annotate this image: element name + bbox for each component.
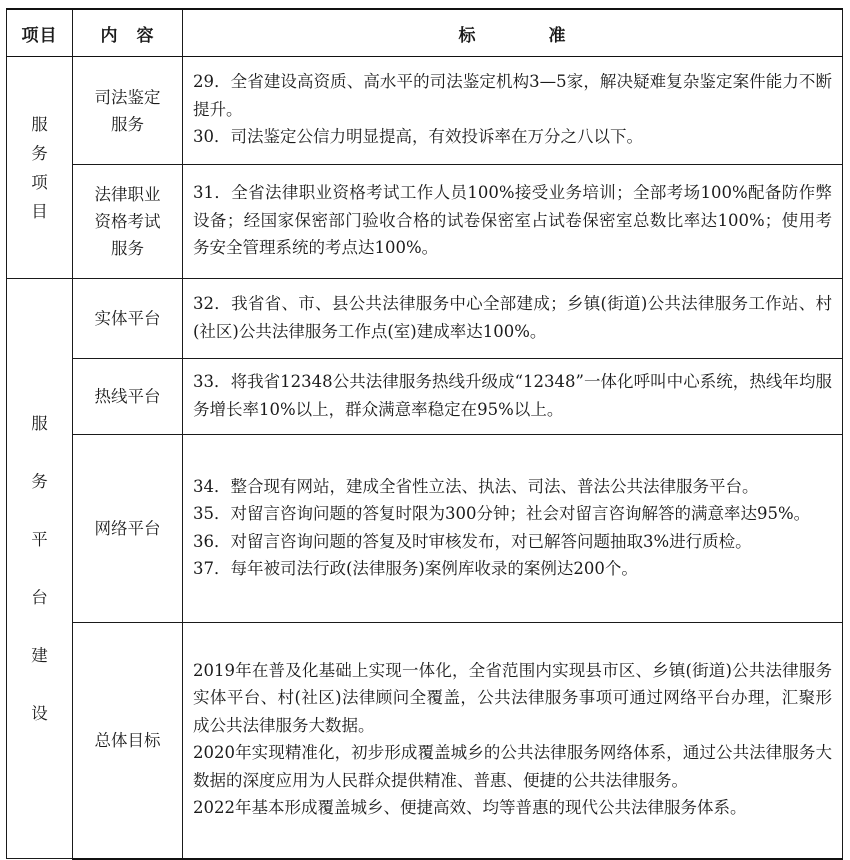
standard-item: 31．全省法律职业资格考试工作人员100%接受业务培训；全部考场100%配备防作弊设备；经国家保密部门验收合格的试卷保密室占试卷保密室总数比率达100%；使用考务安全管理系统的考点达100%。 xyxy=(193,183,832,258)
content-line: 法律职业 xyxy=(94,185,161,204)
category-char: 设 xyxy=(31,703,48,723)
category-char: 务 xyxy=(31,143,48,163)
header-content: 内 容 xyxy=(73,9,183,57)
category-cell-service-items xyxy=(7,57,73,279)
standards-table xyxy=(6,8,843,860)
standard-item: 33．将我省12348公共法律服务热线升级成“12348”一体化呼叫中心系统，热线年均服务增长率10%以上，群众满意率稳定在95%以上。 xyxy=(193,372,832,419)
standard-item: 34．整合现有网站，建成全省性立法、执法、司法、普法公共法律服务平台。 xyxy=(193,476,759,496)
content-line: 资格考试 xyxy=(94,212,161,231)
standard-item: 2019年在普及化基础上实现一体化，全省范围内实现县市区、乡镇(街道)公共法律服务实体平台、村(社区)法律顾问全覆盖，公共法律服务事项可通过网络平台办理，汇聚形成公共法律服务大数据。 xyxy=(193,660,832,735)
category-label xyxy=(31,110,48,226)
standard-item: 36．对留言咨询问题的答复及时审核发布，对已解答问题抽取3%进行质检。 xyxy=(193,531,752,551)
content-cell-overall-goal xyxy=(73,623,183,859)
standard-cell xyxy=(183,623,843,859)
table-row xyxy=(7,279,843,359)
standard-cell xyxy=(183,57,843,165)
header-standard: 标 准 xyxy=(183,9,843,57)
category-cell-platform-construction xyxy=(7,279,73,859)
category-char: 服 xyxy=(31,413,48,433)
category-char: 建 xyxy=(31,645,48,665)
table-row xyxy=(7,623,843,859)
standard-item: 32．我省省、市、县公共法律服务中心全部建成；乡镇(街道)公共法律服务工作站、村(社区)公共法律服务工作点(室)建成率达100%。 xyxy=(193,294,832,341)
content-cell-hotline-platform xyxy=(73,359,183,435)
standard-cell xyxy=(183,165,843,279)
content-line: 司法鉴定 xyxy=(94,87,161,107)
content-line: 总体目标 xyxy=(94,730,161,750)
category-char: 台 xyxy=(31,587,48,607)
standard-item: 35．对留言咨询问题的答复时限为300分钟；社会对留言咨询解答的满意率达95%。 xyxy=(193,504,811,523)
standard-cell xyxy=(183,359,843,435)
standard-item: 37．每年被司法行政(法律服务)案例库收录的案例达200个。 xyxy=(193,559,638,578)
category-char: 平 xyxy=(31,529,48,549)
content-cell-judicial-appraisal xyxy=(73,57,183,165)
content-line: 服务 xyxy=(111,239,144,258)
table-row xyxy=(7,359,843,435)
category-char: 项 xyxy=(31,172,48,192)
standard-item: 29．全省建设高资质、高水平的司法鉴定机构3—5家，解决疑难复杂鉴定案件能力不断提升。 xyxy=(193,72,832,119)
standard-item: 30．司法鉴定公信力明显提高，有效投诉率在万分之八以下。 xyxy=(193,127,643,147)
table-row xyxy=(7,165,843,279)
content-line: 服务 xyxy=(111,114,144,134)
header-project: 项目 xyxy=(7,9,73,57)
category-char: 服 xyxy=(31,114,48,134)
table-row xyxy=(7,435,843,623)
standard-item: 2022年基本形成覆盖城乡、便捷高效、均等普惠的现代公共法律服务体系。 xyxy=(193,798,747,818)
category-char: 务 xyxy=(31,471,48,491)
category-char: 目 xyxy=(31,201,48,221)
standard-cell xyxy=(183,435,843,623)
category-label xyxy=(31,395,48,743)
table-row xyxy=(7,57,843,165)
standard-cell xyxy=(183,279,843,359)
content-line: 热线平台 xyxy=(94,387,161,406)
content-cell-legal-exam xyxy=(73,165,183,279)
content-line: 网络平台 xyxy=(94,519,161,538)
content-cell-physical-platform xyxy=(73,279,183,359)
standard-item: 2020年实现精准化，初步形成覆盖城乡的公共法律服务网络体系，通过公共法律服务大数据的深度应用为人民群众提供精准、普惠、便捷的公共法律服务。 xyxy=(193,743,832,790)
content-line: 实体平台 xyxy=(94,309,161,328)
content-cell-network-platform xyxy=(73,435,183,623)
table-header-row xyxy=(7,9,843,57)
